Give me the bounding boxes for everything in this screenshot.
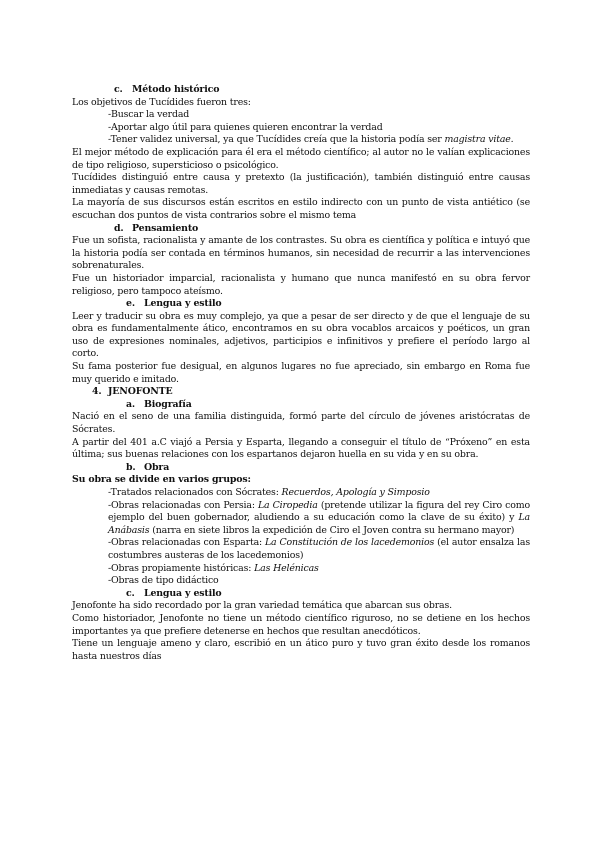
obra-item [108,500,530,538]
obra-item: -Obras de tipo didáctico [108,575,219,587]
paragraph: Como historiador, Jenofonte no tiene un método científico riguroso, no se detiene en los hechos importantes ya que prefiere detenerse en hechos que resultan anecdóticos. [72,612,530,637]
heading-number: d. [114,222,124,234]
heading-lengua-estilo-jenofonte [72,588,530,601]
obra-item [108,487,530,500]
obra-item [108,563,530,576]
italic-term: La Anábasis [108,512,530,536]
heading-lengua-estilo [72,298,530,311]
heading-pensamiento [72,223,530,236]
paragraph: Tiene un lenguaje ameno y claro, escribió en un ático puro y tuvo gran éxito desde los romanos hasta nuestros días [72,638,530,662]
objetivo-item: -Buscar la verdad [108,109,190,121]
heading-title: Lengua y estilo [144,298,222,310]
paragraph: Fue un sofista, racionalista y amante de los contrastes. Su obra es científica y política e intuyó que la historia podía ser contada en términos humanos, sin necesidad de recurrir a las intervenciones sobrenaturales. [72,235,530,272]
heading-biografia [72,399,530,412]
paragraph: A partir del 401 a.C viajó a Persia y Esparta, llegando a conseguir el título de “Próxeno” en esta última; sus buenas relaciones con los espartanos dejaron huella en su vida y en su obra. [72,436,530,461]
obra-item [108,537,530,562]
objetivo-item [108,134,530,147]
text-run: (narra en siete libros la expedición de Ciro el Joven contra su hermano mayor) [149,524,515,536]
heading-number: c. [126,587,135,599]
heading-title: Pensamiento [132,222,199,234]
heading-number: c. [114,84,123,95]
text-run: -Obras propiamente históricas: [108,562,255,574]
italic-term: Las Helénicas [254,562,319,574]
text-run: . [510,134,514,146]
text-run: (pretende utilizar la figura del rey Ciro como ejemplo del buen gobernador, aludiendo a su educación como la clave de su éxito) y [108,499,530,524]
heading-number: e. [126,298,135,310]
objetivo-item: -Aportar algo útil para quienes quieren encontrar la verdad [108,121,383,133]
text-run: (el autor ensalza las costumbres austeras de los lacedemonios) [108,537,530,561]
italic-term: La Constitución de los lacedemonios [264,537,435,549]
text-run: -Obras relacionadas con Persia: [108,499,258,511]
paragraph: La mayoría de sus discursos están escritos en estilo indirecto con un punto de vista antiético (se escuchan dos puntos de vista contrarios sobre el mismo tema [72,197,530,221]
heading-title: Método histórico [132,84,220,95]
paragraph: El mejor método de explicación para él era el método científico; al autor no le valían explicaciones de tipo religioso, supersticioso o psicológico. [72,146,530,171]
heading-title: Obra [144,461,170,473]
paragraph: Jenofonte ha sido recordado por la gran variedad temática que abarcan sus obras. [72,600,452,612]
obra-intro: Su obra se divide en varios grupos: [72,474,251,486]
italic-term: magistra vitae [444,134,511,146]
heading-title: Biografía [144,398,192,410]
paragraph: Su fama posterior fue desigual, en algunos lugares no fue apreciado, sin embargo en Roma fue muy querido e imitado. [72,361,530,385]
paragraph: Leer y traducir su obra es muy complejo, ya que a pesar de ser directo y de que el lenguaje de su obra es fundamentalmente ático, encontramos en su obra vocablos arcaicos y poéticos, un gran uso de expresiones nominales, adjetivos, participios e infinitivos y prefiere el período largo al corto. [72,310,530,360]
heading-jenofonte [72,386,530,399]
text-run: -Tratados relacionados con Sócrates: [108,487,282,498]
text-run: -Tener validez universal, ya que Tucídides creía que la historia podía ser [108,134,445,146]
heading-title: JENOFONTE [108,386,173,398]
paragraph: Tucídides distinguió entre causa y pretexto (la justificación), también distinguió entre causas inmediatas y causas remotas. [72,172,530,196]
heading-number: 4. [92,386,102,398]
heading-number: b. [126,461,136,473]
paragraph: Nació en el seno de una familia distinguida, formó parte del círculo de jóvenes aristócratas de Sócrates. [72,411,530,436]
text-run: -Obras relacionadas con Esparta: [108,537,265,549]
paragraph: Fue un historiador imparcial, racionalista y humano que nunca manifestó en su obra fervor religioso, pero tampoco ateísmo. [72,272,530,297]
heading-obra [72,462,530,475]
heading-number: a. [126,398,136,410]
heading-metodo-historico [72,84,530,97]
heading-title: Lengua y estilo [144,587,222,599]
document-page [72,84,530,663]
italic-term: Recuerdos, Apología y Simposio [281,487,430,498]
italic-term: La Ciropedia [257,499,318,511]
objetivos-intro: Los objetivos de Tucídides fueron tres: [72,96,251,108]
